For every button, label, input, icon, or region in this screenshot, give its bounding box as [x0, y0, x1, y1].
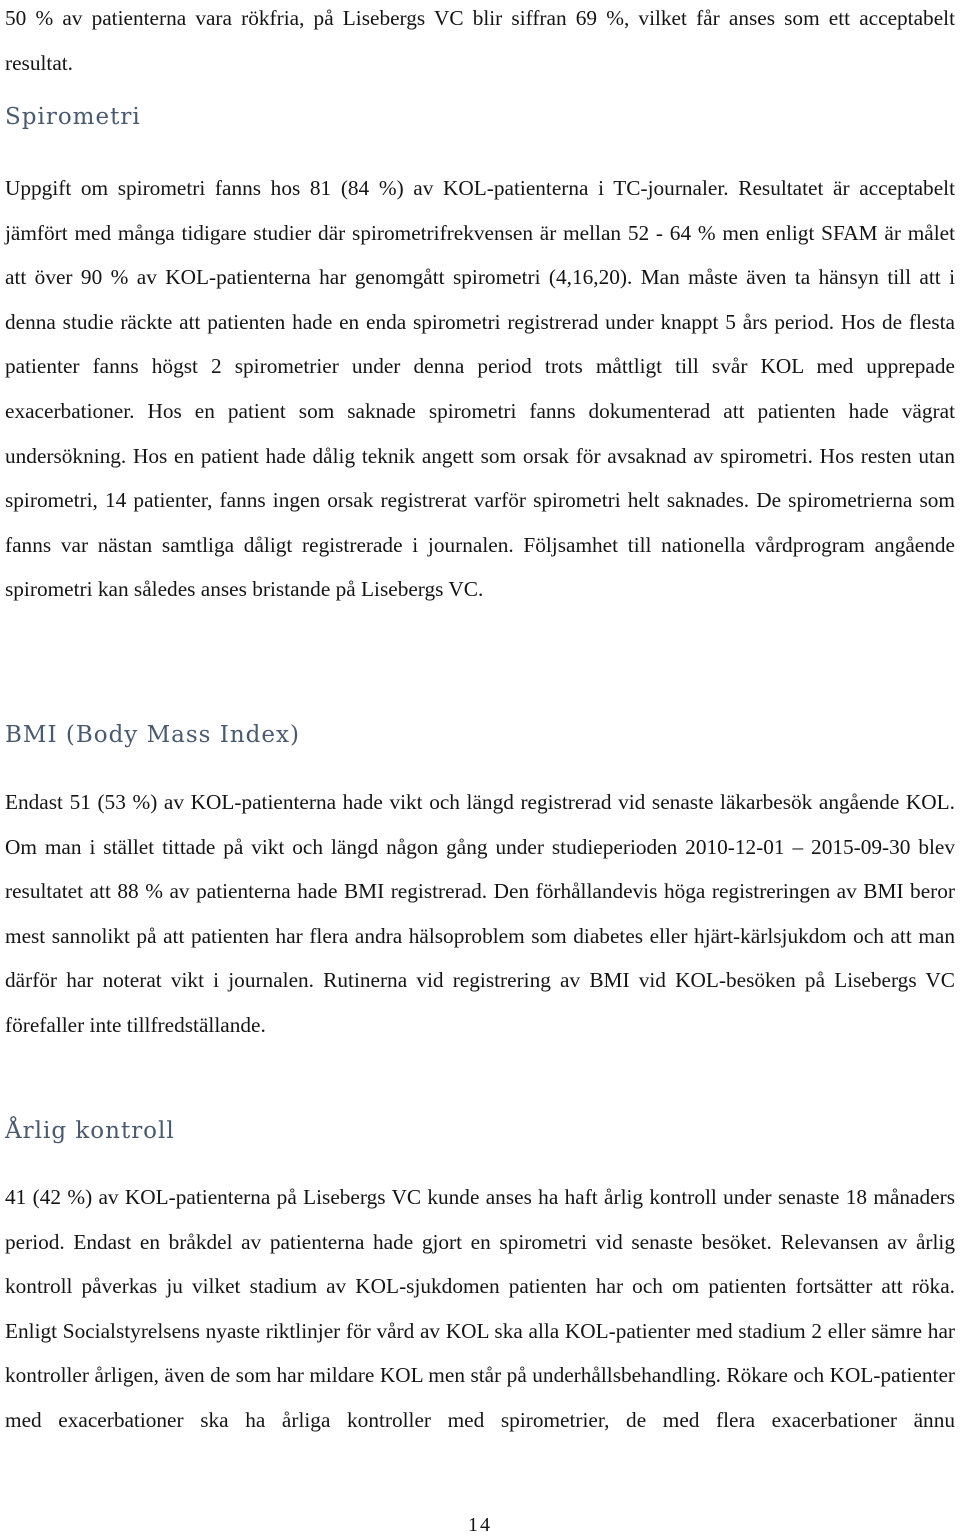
section-paragraph-arlig-kontroll: 41 (42 %) av KOL-patienterna på Lisebergs VC kunde anses ha haft årlig kontroll under senaste 18 månaders period. Endast en bråkdel av patienterna hade gjort en spirometri vid senaste besöket. Relevansen av årlig kontroll påverkas ju vilket stadium av KOL-sjukdomen patienten har och om patienten fortsätter att röka. Enligt Socialstyrelsens nyaste riktlinjer för vård av KOL ska alla KOL-patienter med stadium 2 eller sämre har kontroller årligen, även de som har mildare KOL men står på underhållsbehandling. Rökare och KOL-patienter med exacerbationer ska ha årliga kontroller med spirometrier, de med flera exacerbationer ännu	[5, 1185, 955, 1432]
intro-paragraph: 50 % av patienterna vara rökfria, på Lisebergs VC blir siffran 69 %, vilket får anses som ett acceptabelt resultat.	[5, 6, 955, 75]
section-paragraph-bmi: Endast 51 (53 %) av KOL-patienterna hade vikt och längd registrerad vid senaste läkarbesök angående KOL. Om man i stället tittade på vikt och längd någon gång under studieperioden 2010-12-01 – 2015-09-30 blev resultatet att 88 % av patienterna hade BMI registrerad. Den förhållandevis höga registreringen av BMI beror mest sannolikt på att patienten har flera andra hälsoproblem som diabetes eller hjärt-kärlsjukdom och att man därför har noterat vikt i journalen. Rutinerna vid registrering av BMI vid KOL-besöken på Lisebergs VC förefaller inte tillfredställande.	[5, 790, 955, 1037]
section-paragraph-spirometri: Uppgift om spirometri fanns hos 81 (84 %) av KOL-patienterna i TC-journaler. Resultatet är acceptabelt jämfört med många tidigare studier där spirometrifrekvensen är mellan 52 - 64 % men enligt SFAM är målet att över 90 % av KOL-patienterna har genomgått spirometri (4,16,20). Man måste även ta hänsyn till att i denna studie räckte att patienten hade en enda spirometri registrerad under knappt 5 års period. Hos de flesta patienter fanns högst 2 spirometrier under denna period trots måttligt till svår KOL med upprepade exacerbationer. Hos en patient som saknade spirometri fanns dokumenterad att patienten hade vägrat undersökning. Hos en patient hade dålig teknik angett som orsak för avsaknad av spirometri. Hos resten utan spirometri, 14 patienter, fanns ingen orsak registrerat varför spirometri helt saknades. De spirometrierna som fanns var nästan samtliga dåligt registrerade i journalen. Följsamhet till nationella vårdprogram angående spirometri kan således anses bristande på Lisebergs VC.	[5, 176, 955, 602]
section-heading-arlig-kontroll: Årlig kontroll	[5, 1118, 175, 1144]
page-number: 14	[468, 1514, 492, 1536]
section-heading-spirometri: Spirometri	[5, 104, 141, 130]
section-heading-bmi: BMI (Body Mass Index)	[5, 722, 300, 748]
